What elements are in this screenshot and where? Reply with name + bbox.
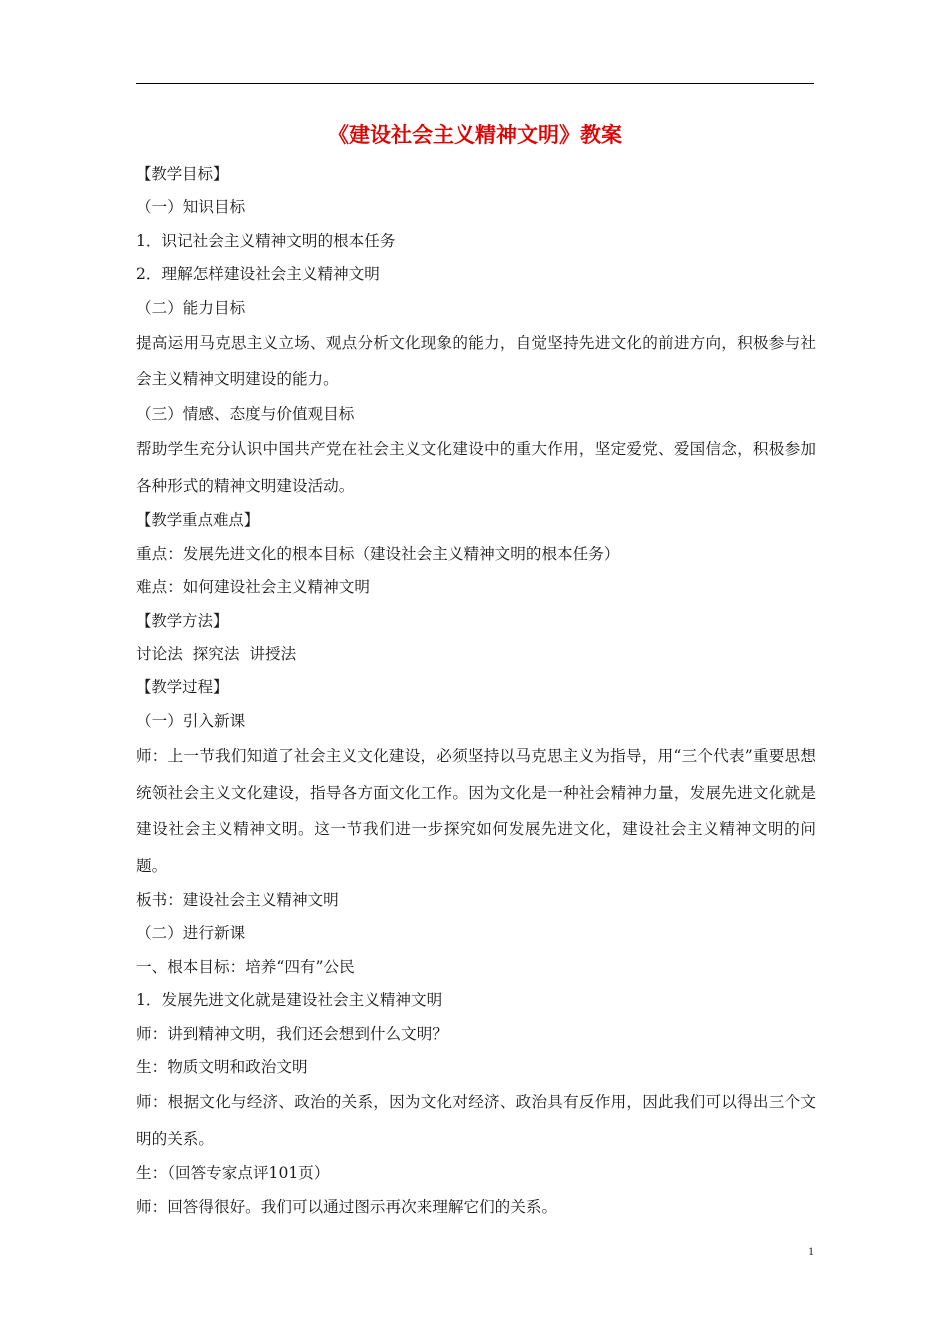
student-response: 生：（回答专家点评101页）: [136, 1164, 330, 1183]
document-body: [136, 158, 816, 1224]
section-heading-process: 【教学过程】: [136, 678, 229, 697]
subheading-ability-goals: （二）能力目标: [136, 298, 246, 317]
subheading-knowledge-goals: （一）知识目标: [136, 198, 246, 217]
teacher-question: 师：讲到精神文明，我们还会想到什么文明？: [136, 1024, 448, 1043]
teacher-explanation: 师：根据文化与经济、政治的关系，因为文化对经济、政治具有反作用，因此我们可以得出三个文明的关系。: [136, 1093, 816, 1148]
page-number: 1: [808, 1244, 814, 1258]
section-heading-teaching-goals: 【教学目标】: [136, 165, 229, 183]
section-heading-key-points: 【教学重点难点】: [136, 511, 260, 530]
teacher-intro-paragraph: 师：上一节我们知道了社会主义文化建设，必须坚持以马克思主义为指导，用“三个代表”重要思想统领社会主义文化建设，指导各方面文化工作。因为文化是一种社会精神力量，发展先进文化就是建设社会主义精神文明。这一节我们进一步探究如何发展先进文化，建设社会主义精神文明的问题。: [136, 747, 816, 875]
document-title: 《建设社会主义精神文明》教案: [328, 123, 622, 147]
point-1: 1．发展先进文化就是建设社会主义精神文明: [136, 991, 443, 1010]
knowledge-goal-2: 2．理解怎样建设社会主义精神文明: [136, 265, 380, 284]
ability-goal-paragraph: 提高运用马克思主义立场、观点分析文化现象的能力，自觉坚持先进文化的前进方向，积极参与社会主义精神文明建设的能力。: [136, 333, 816, 389]
teacher-summary: 师：回答得很好。我们可以通过图示再次来理解它们的关系。: [136, 1197, 558, 1216]
student-answer: 生：物质文明和政治文明: [136, 1058, 308, 1077]
key-point: 重点：发展先进文化的根本目标（建设社会主义精神文明的根本任务）: [136, 544, 620, 563]
knowledge-goal-1: 1．识记社会主义精神文明的根本任务: [136, 231, 396, 250]
part-one-heading: 一、根本目标：培养“四有”公民: [136, 957, 355, 976]
board-writing: 板书：建设社会主义精神文明: [136, 891, 339, 910]
subheading-new-lesson: （二）进行新课: [136, 924, 246, 943]
section-heading-methods: 【教学方法】: [136, 611, 229, 630]
header-rule: [136, 83, 814, 84]
teaching-methods: 讨论法 探究法 讲授法: [136, 644, 297, 663]
difficult-point: 难点：如何建设社会主义精神文明: [136, 578, 370, 597]
subheading-intro: （一）引入新课: [136, 711, 246, 730]
subheading-attitude-goals: （三）情感、态度与价值观目标: [136, 404, 355, 423]
attitude-goal-paragraph: 帮助学生充分认识中国共产党在社会主义文化建设中的重大作用，坚定爱党、爱国信念，积极参加各种形式的精神文明建设活动。: [136, 440, 816, 495]
